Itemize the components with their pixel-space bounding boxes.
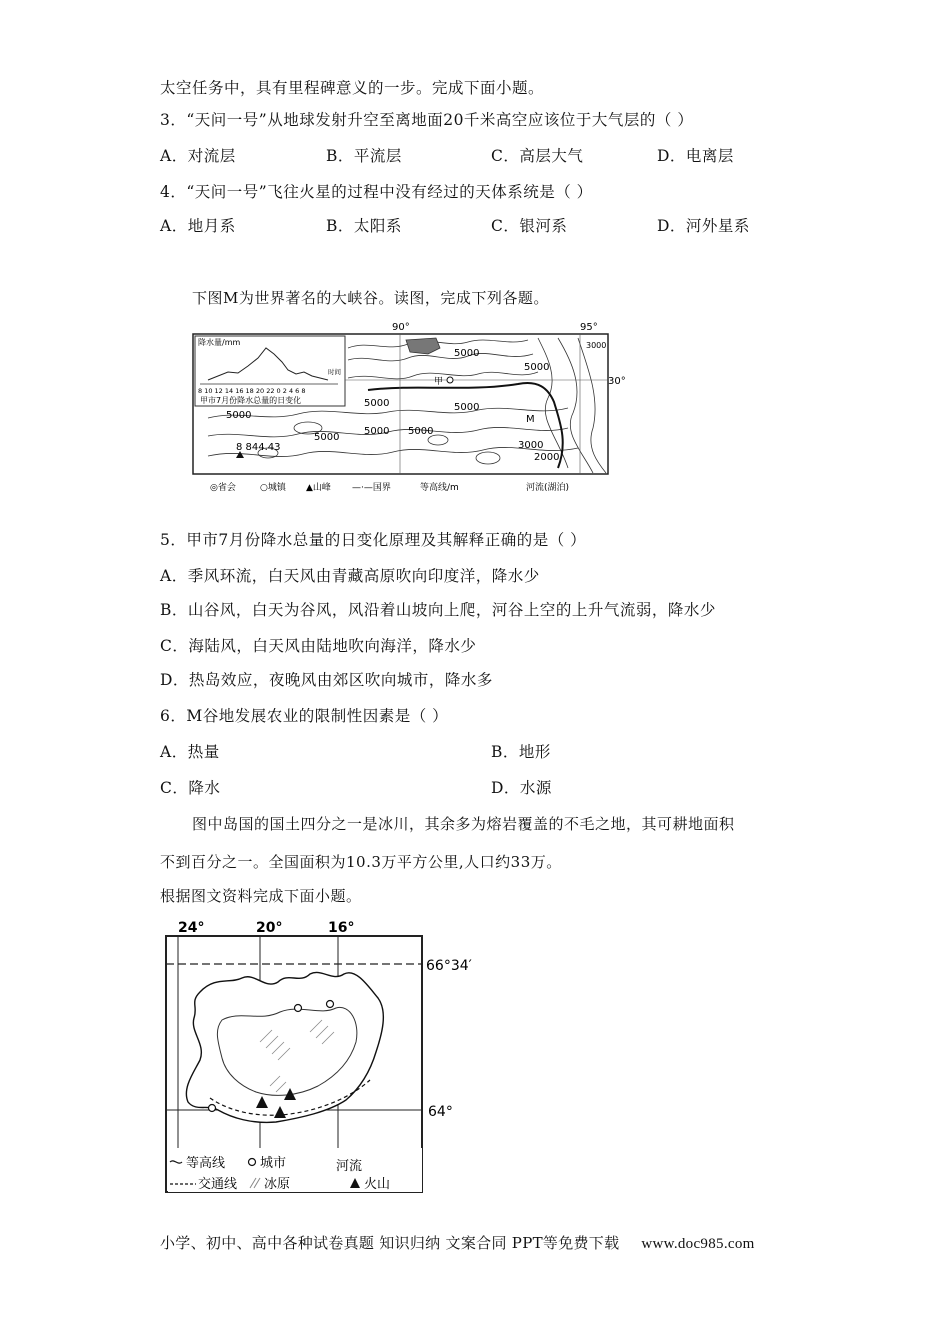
contour-label: 5000 [454, 348, 480, 359]
legend-ice-field: 冰原 [264, 1177, 291, 1192]
legend-border: —·—国界 [352, 483, 391, 493]
legend-volcano: 火山 [364, 1177, 391, 1192]
canyon-map-figure [188, 318, 626, 498]
question-3-option-b: B．平流层 [326, 147, 402, 165]
inset-xticks: 8 10 12 14 16 18 20 22 0 2 4 6 8 [198, 387, 306, 395]
lon-label-20: 20° [256, 920, 283, 936]
question-5-option-d: D．热岛效应，夜晚风由郊区吹向城市，降水多 [160, 671, 493, 689]
map-legend [210, 481, 569, 493]
contour-label: 3000 [518, 440, 544, 451]
valley-label-m: M [526, 414, 535, 425]
passage-3-line-2: 不到百分之一。全国面积为10.3万平方公里,人口约33万。 [160, 853, 562, 871]
question-4-option-c: C．银河系 [491, 217, 568, 235]
question-4-stem: 4．“天问一号”飞往火星的过程中没有经过的天体系统是（ ） [160, 183, 593, 201]
question-3-stem: 3．“天问一号”从地球发射升空至离地面20千米高空应该位于大气层的（ ） [160, 111, 694, 129]
island-map [160, 912, 490, 1197]
question-4-option-b: B．太阳系 [326, 217, 402, 235]
city-marker [209, 1105, 216, 1112]
question-5-option-a: A．季风环流，白天风由青藏高原吹向印度洋，降水少 [160, 567, 540, 585]
footer-site-link[interactable]: www.doc985.com [641, 1236, 755, 1252]
contour-label: 5000 [408, 426, 434, 437]
passage-3-line-3: 根据图文资料完成下面小题。 [160, 887, 362, 905]
city-marker [295, 1005, 302, 1012]
passage-3-line-1: 图中岛国的国土四分之一是冰川，其余多为熔岩覆盖的不毛之地，其可耕地面积 [192, 815, 735, 833]
lon-label-95: 95° [580, 322, 598, 333]
legend-town: ○城镇 [260, 483, 286, 493]
inset-caption: 甲市7月份降水总量的日变化 [200, 396, 302, 405]
question-4-option-d: D．河外星系 [657, 217, 750, 235]
lat-label-arctic: 66°34′ [426, 958, 472, 974]
question-6-option-c: C．降水 [160, 779, 221, 797]
lon-label-90: 90° [392, 322, 410, 333]
question-4-option-a: A．地月系 [160, 217, 236, 235]
contour-label: 5000 [364, 398, 390, 409]
question-6-option-d: D．水源 [491, 779, 552, 797]
passage-2-text: 下图M为世界著名的大峡谷。读图，完成下列各题。 [192, 289, 549, 307]
contour-label: 5000 [226, 410, 252, 421]
island-map-figure [160, 912, 490, 1197]
lon-label-24: 24° [178, 920, 205, 936]
lat-label-30: 30° [608, 376, 626, 387]
question-5-option-b: B．山谷风，白天为谷风，风沿着山坡向上爬，河谷上空的上升气流弱，降水少 [160, 601, 716, 619]
city-marker [327, 1001, 334, 1008]
question-5-option-c: C．海陆风，白天风由陆地吹向海洋，降水少 [160, 637, 477, 655]
question-3-option-d: D．电离层 [657, 147, 734, 165]
contour-label: 5000 [524, 362, 550, 373]
legend-contour: 等高线 [186, 1156, 226, 1171]
legend-city-icon [249, 1159, 256, 1166]
lat-label-64: 64° [428, 1104, 453, 1120]
inset-xlabel: 时间 [328, 368, 341, 376]
legend-river: 河流 [336, 1159, 363, 1174]
question-6-option-b: B．地形 [491, 743, 551, 761]
contour-label: 3000 [586, 341, 607, 350]
contour-label: 5000 [454, 402, 480, 413]
footer-text: 小学、初中、高中各种试卷真题 知识归纳 文案合同 PPT等免费下载 [160, 1234, 620, 1252]
legend-peak: ▲山峰 [306, 483, 331, 493]
inset-ylabel: 降水量/mm [198, 338, 241, 347]
canyon-map [188, 318, 626, 498]
question-6-option-a: A．热量 [160, 743, 220, 761]
question-3-option-c: C．高层大气 [491, 147, 584, 165]
city-marker [447, 377, 453, 383]
legend-transport: 交通线 [198, 1177, 238, 1192]
contour-label: 2000 [534, 452, 560, 463]
page-footer [160, 1232, 755, 1253]
legend-capital: ◎省会 [210, 483, 236, 493]
contour-label: 5000 [364, 426, 390, 437]
legend-river: 河流(湖泊) [526, 483, 570, 493]
question-5-stem: 5．甲市7月份降水总量的日变化原理及其解释正确的是（ ） [160, 531, 587, 549]
city-label-jia: 甲 [434, 377, 444, 387]
legend-contour: 等高线/m [420, 483, 459, 493]
lon-label-16: 16° [328, 920, 355, 936]
intro-tail-text: 太空任务中，具有里程碑意义的一步。完成下面小题。 [160, 79, 545, 97]
question-3-option-a: A．对流层 [160, 147, 236, 165]
peak-elevation: 8 844.43 [236, 442, 281, 453]
question-6-stem: 6．M谷地发展农业的限制性因素是（ ） [160, 707, 449, 725]
contour-label: 5000 [314, 432, 340, 443]
legend-city: 城市 [260, 1156, 287, 1171]
